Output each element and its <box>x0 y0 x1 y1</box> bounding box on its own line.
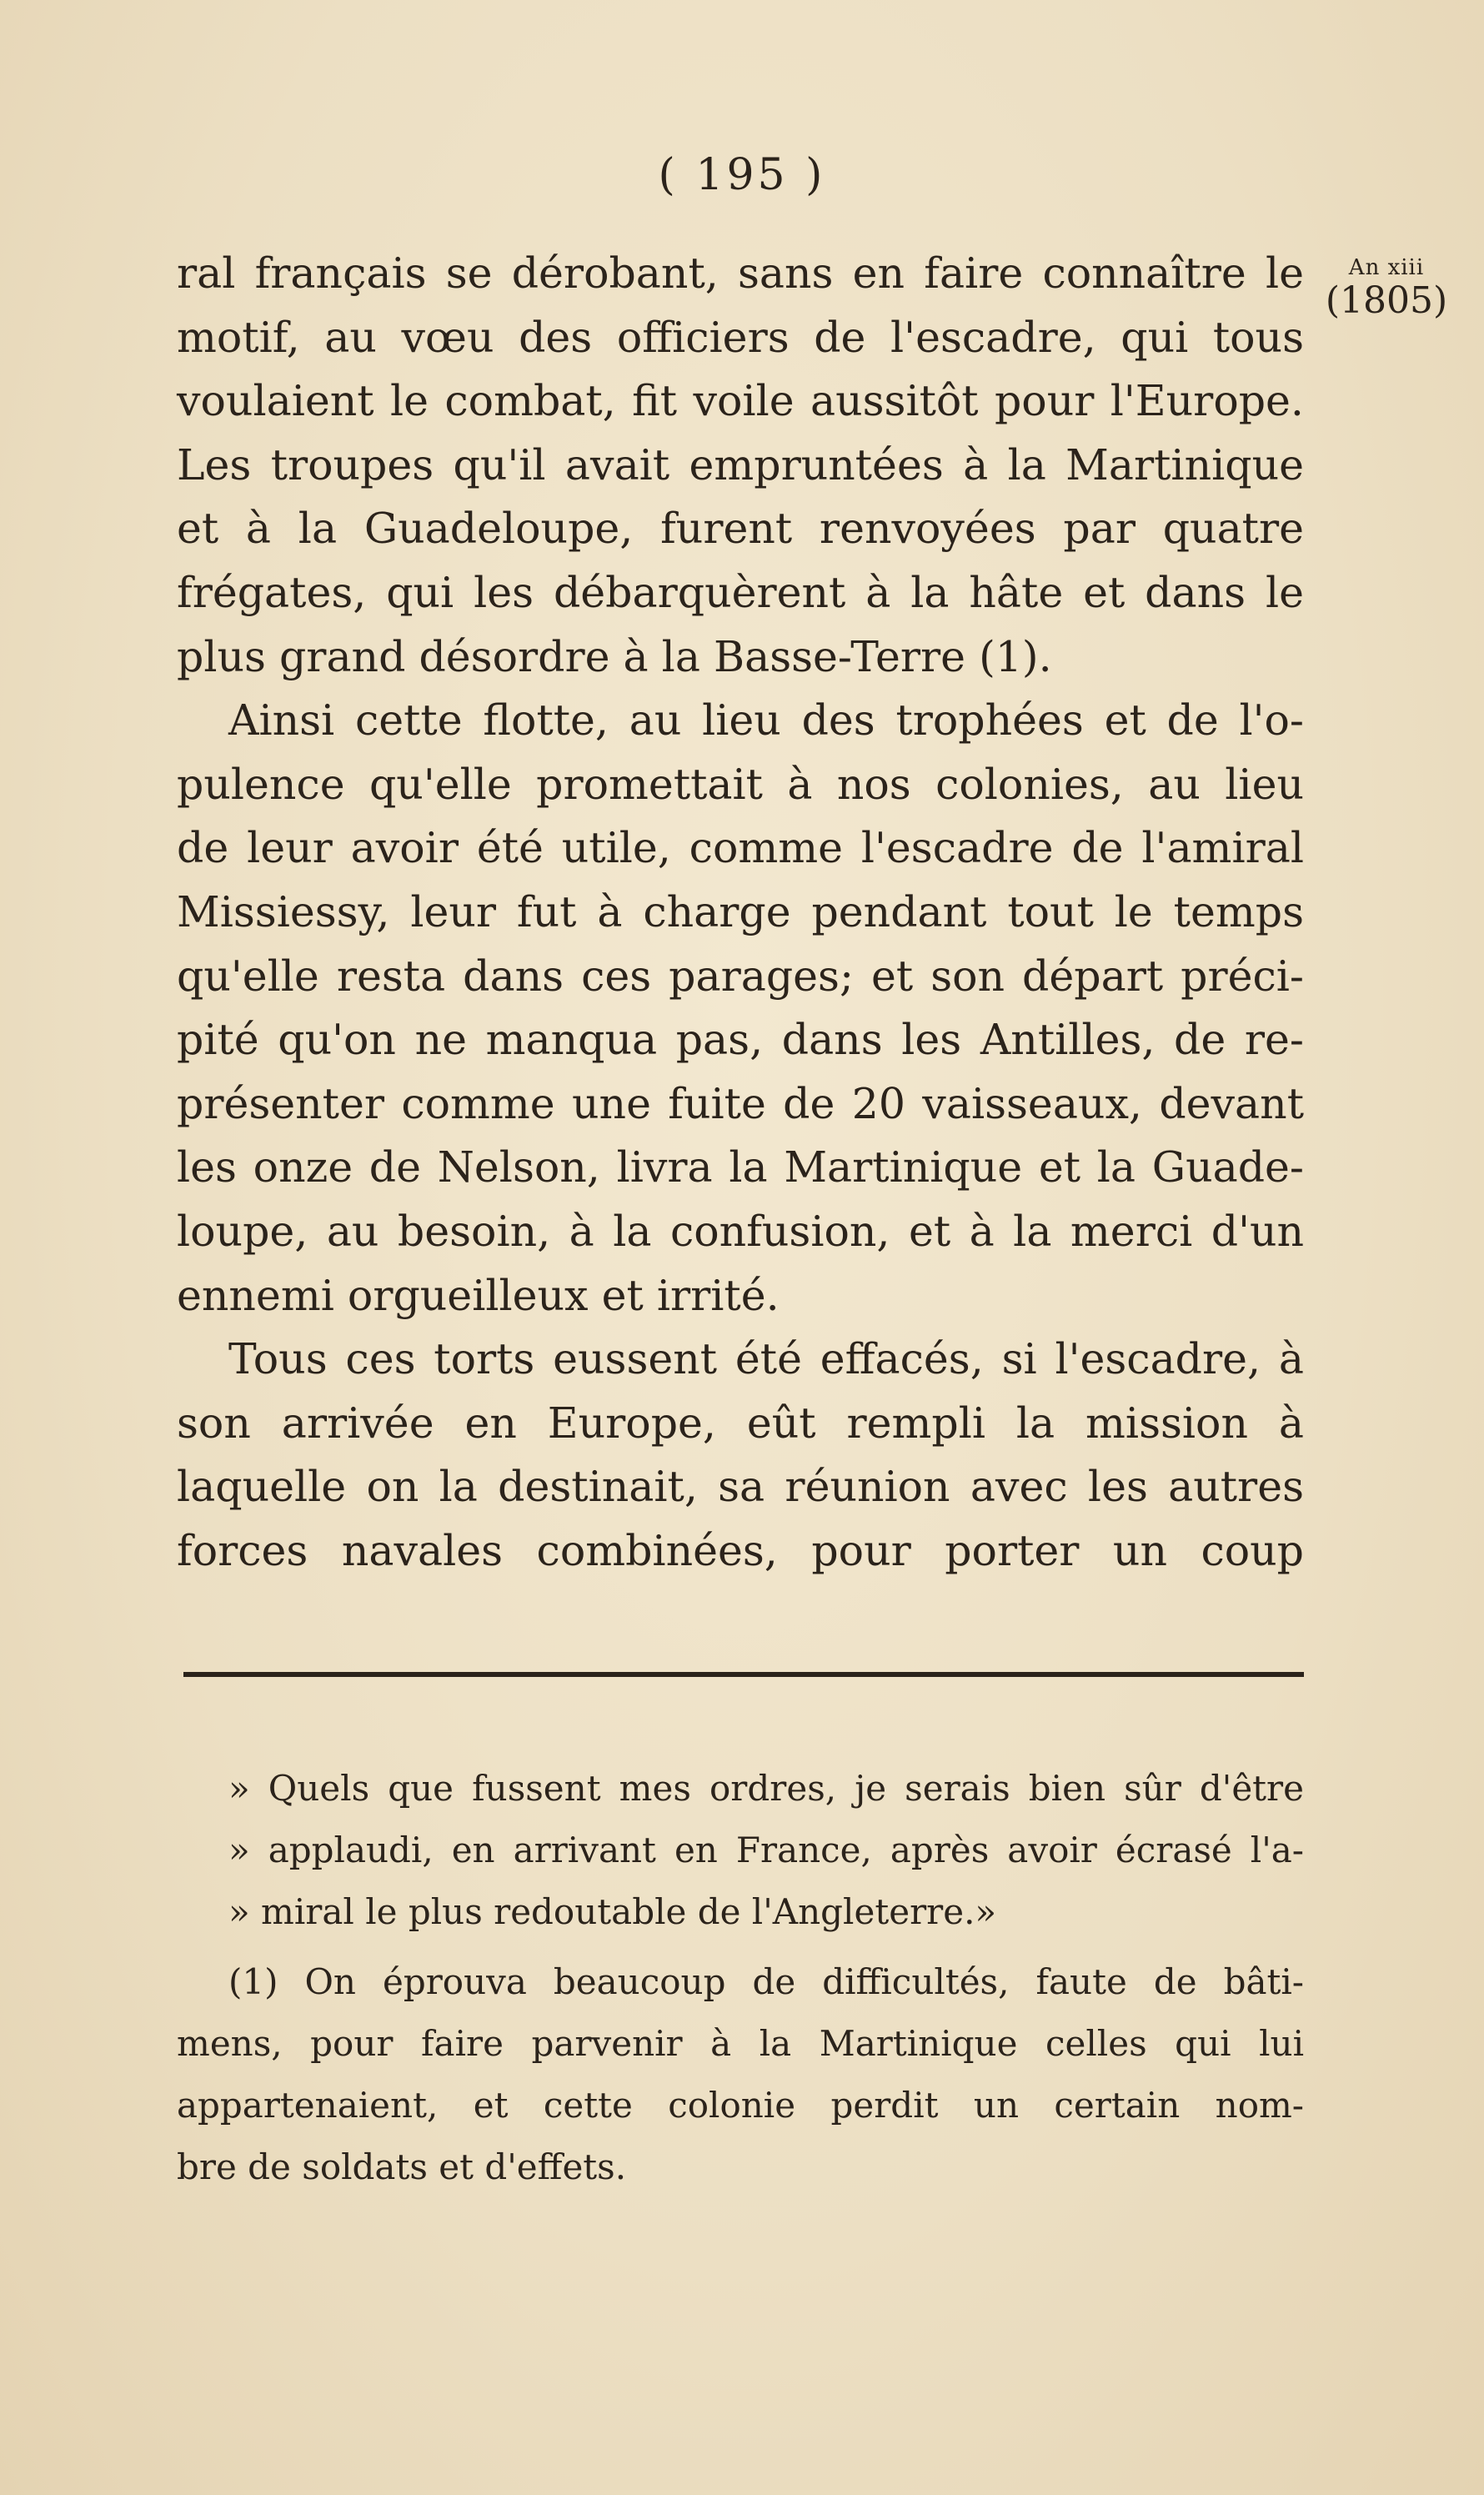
footnotes <box>177 1758 1304 2198</box>
text-line: Ainsi cette flotte, au lieu des trophées et de l'o- <box>228 695 1304 745</box>
quote-line: » applaudi, en arrivant en France, après avoir écrasé l'a- <box>228 1830 1304 1870</box>
quote-line: » miral le plus redoutable de l'Angleterre.» <box>228 1891 997 1932</box>
footnote-line: bre de soldats et d'effets. <box>177 2146 627 2187</box>
text-line: ral français se dérobant, sans en faire connaître le <box>177 248 1304 298</box>
text-line: son arrivée en Europe, eût rempli la mission à <box>177 1398 1304 1448</box>
text-line: motif, au vœu des officiers de l'escadre, qui tous <box>177 312 1304 362</box>
footnote-gap <box>177 1943 1304 1951</box>
text-line: de leur avoir été utile, comme l'escadre de l'amiral <box>177 823 1304 873</box>
footnote-line: mens, pour faire parvenir à la Martinique celles qui lui <box>177 2023 1304 2064</box>
footnote-divider <box>183 1672 1304 1677</box>
margin-year-value: (1805) <box>1325 279 1448 322</box>
text-line: qu'elle resta dans ces parages; et son départ préci- <box>177 951 1304 1001</box>
main-text <box>177 242 1304 1583</box>
text-line: frégates, qui les débarquèrent à la hâte et dans le <box>177 567 1304 617</box>
text-line: voulaient le combat, fit voile aussitôt pour l'Europe. <box>177 376 1304 426</box>
page-number: ( 195 ) <box>658 150 826 200</box>
text-line: laquelle on la destinait, sa réunion avec les autres <box>177 1462 1304 1512</box>
marginal-note <box>1324 255 1449 322</box>
text-line: Missiessy, leur fut à charge pendant tout le temps <box>177 886 1304 936</box>
text-line: ennemi orgueilleux et irrité. <box>177 1270 780 1320</box>
text-line: plus grand désordre à la Basse-Terre (1). <box>177 631 1052 681</box>
text-line: Tous ces torts eussent été effacés, si l'escadre, à <box>228 1334 1304 1384</box>
footnote-line: (1) On éprouva beaucoup de difficultés, faute de bâti- <box>228 1961 1304 2002</box>
text-line: présenter comme une fuite de 20 vaisseaux, devant <box>177 1078 1304 1128</box>
text-line: loupe, au besoin, à la confusion, et à la merci d'un <box>177 1206 1304 1256</box>
text-line: forces navales combinées, pour porter un coup <box>177 1525 1304 1575</box>
footnote-line: appartenaient, et cette colonie perdit un certain nom- <box>177 2085 1304 2126</box>
text-line: pité qu'on ne manqua pas, dans les Antilles, de re- <box>177 1015 1304 1065</box>
margin-year-label: An xiii <box>1348 255 1425 280</box>
quote-line: » Quels que fussent mes ordres, je serais bien sûr d'être <box>228 1768 1304 1809</box>
text-line: et à la Guadeloupe, furent renvoyées par quatre <box>177 504 1304 554</box>
text-line: les onze de Nelson, livra la Martinique et la Guade- <box>177 1142 1304 1192</box>
text-line: pulence qu'elle promettait à nos colonies, au lieu <box>177 759 1304 809</box>
text-line: Les troupes qu'il avait empruntées à la Martinique <box>177 439 1304 489</box>
